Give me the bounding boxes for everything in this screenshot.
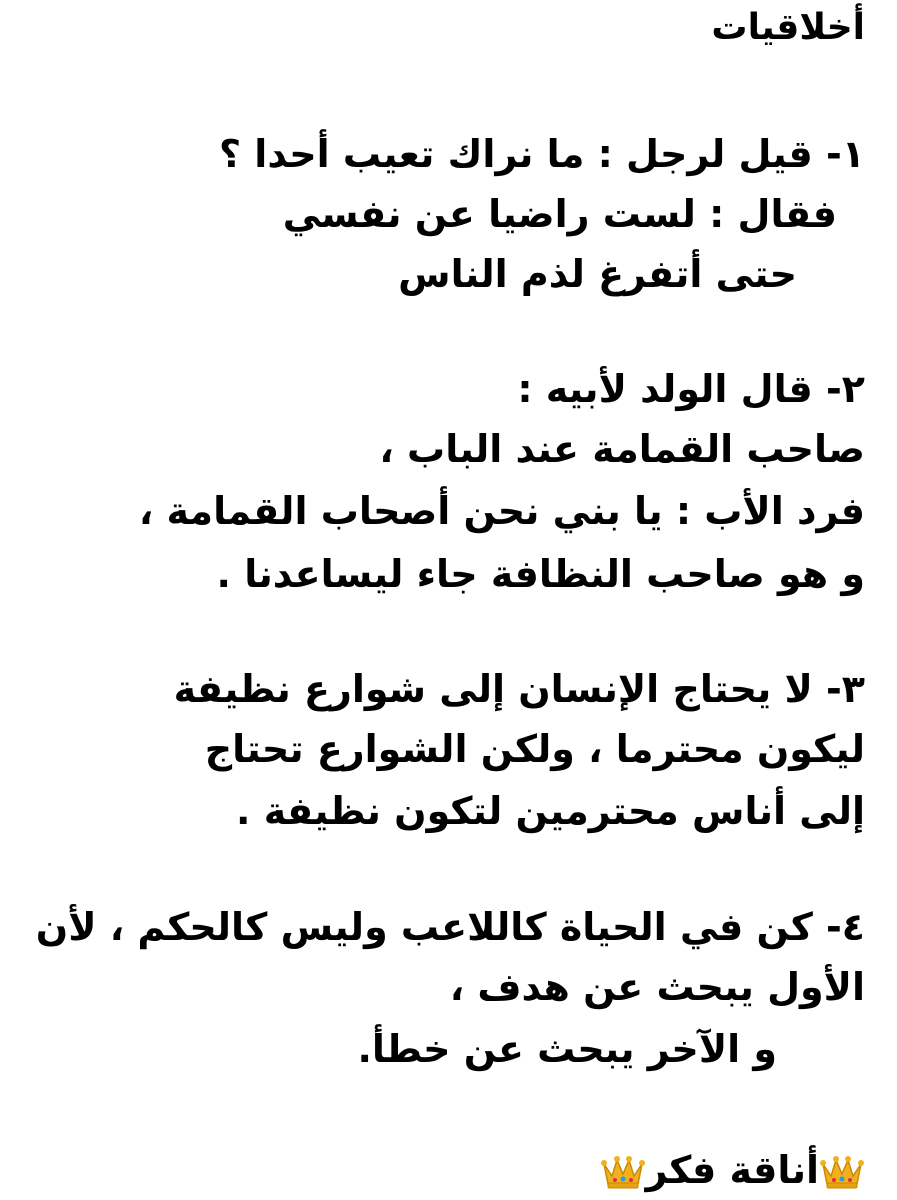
item-1-line-2: فقال : لست راضيا عن نفسي	[282, 192, 837, 236]
item-1-line-3: حتى أتفرغ لذم الناس	[398, 252, 797, 296]
item-2-line-4: و هو صاحب النظافة جاء ليساعدنا .	[216, 552, 865, 596]
item-3-line-2: ليكون محترما ، ولكن الشوارع تحتاج	[204, 727, 865, 771]
footer-signature	[600, 1150, 865, 1190]
item-4-line-1: ٤- كن في الحياة كاللاعب وليس كالحكم ، لأن	[35, 905, 865, 949]
item-3-line-1: ٣- لا يحتاج الإنسان إلى شوارع نظيفة	[173, 667, 865, 711]
item-2-line-2: صاحب القمامة عند الباب ،	[379, 427, 865, 471]
document-title: أخلاقيات	[711, 7, 865, 48]
crown-icon	[819, 1150, 865, 1190]
crown-icon	[600, 1150, 646, 1190]
item-1-line-1: ١- قيل لرجل : ما نراك تعيب أحدا ؟	[219, 132, 865, 176]
item-2-line-3: فرد الأب : يا بني نحن أصحاب القمامة ،	[138, 489, 865, 533]
item-2-line-1: ٢- قال الولد لأبيه :	[517, 367, 865, 411]
item-4-line-2: الأول يبحث عن هدف ،	[449, 965, 865, 1009]
footer-text: أناقة فكر	[645, 1148, 819, 1192]
item-3-line-3: إلى أناس محترمين لتكون نظيفة .	[236, 789, 865, 833]
item-4-line-3: و الآخر يبحث عن خطأ.	[357, 1027, 777, 1071]
